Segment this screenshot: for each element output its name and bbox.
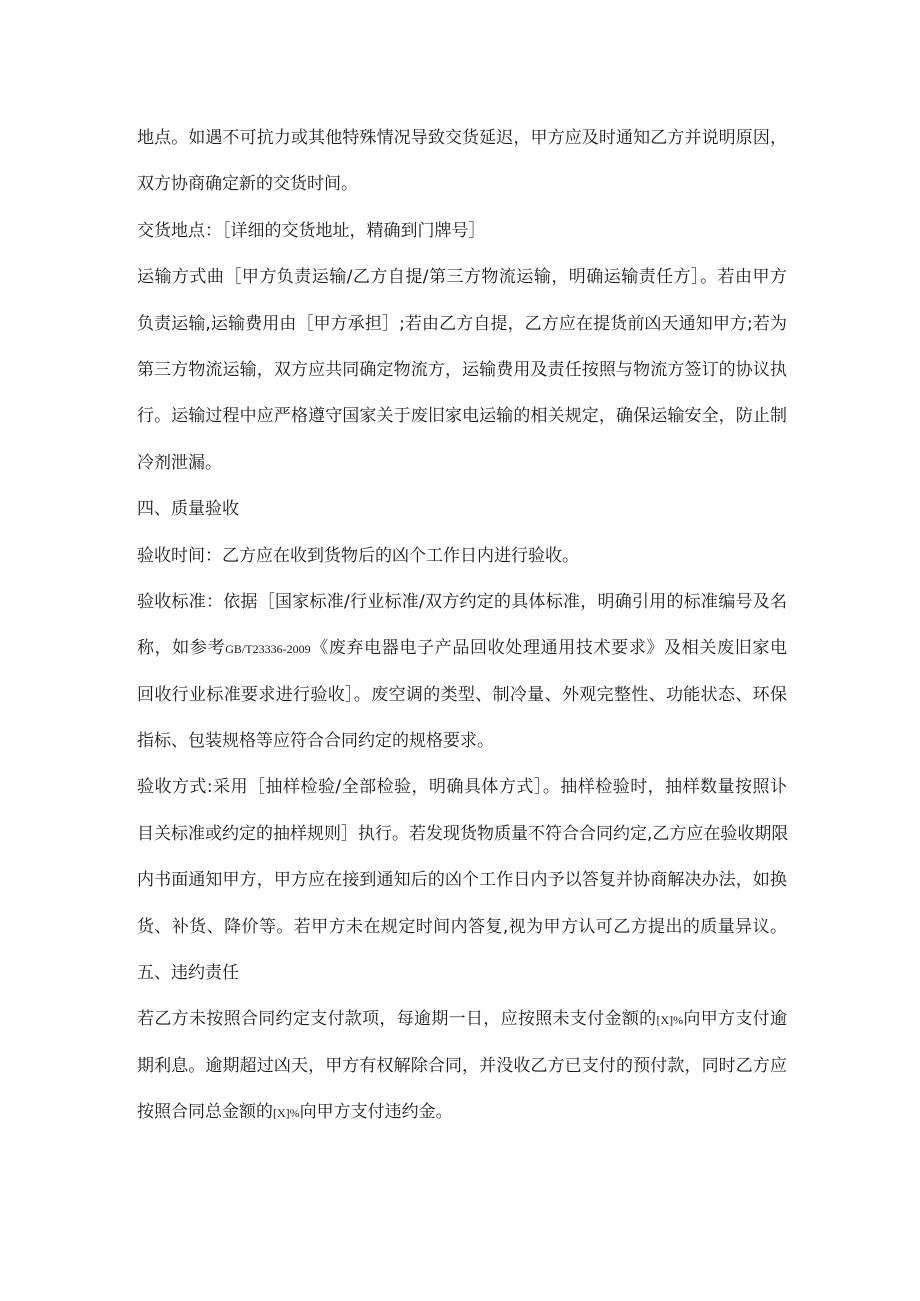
text-line: [137, 118, 787, 164]
text-line: [137, 1092, 787, 1138]
text-run: 交货地点：［详细的交货地址，精确到门牌号］: [137, 220, 486, 241]
text-run: 回收行业标准要求进行验收］。废空调的类型、制冷量、外观完整性、功能状态、环保: [137, 684, 787, 705]
text-line: [137, 443, 787, 489]
text-run: 内书面通知甲方，甲方应在接到通知后的凶个工作日内予以答复并协商解决办法，如换: [137, 870, 787, 891]
text-run: 行。运输过程中应严格遵守国家关于废旧家电运输的相关规定，确保运输安全，防止制: [137, 406, 787, 427]
text-run: 验收标准：依据［国家标准/行业标准/双方约定的具体标准，明确引用的标准编号及名: [137, 591, 787, 612]
text-run: 地点。如遇不可抗力或其他特殊情况导致交货延迟，甲方应及时通知乙方并说明原因，: [137, 128, 787, 148]
text-line: [137, 1046, 787, 1092]
text-run: 货、补货、降价等。若甲方未在规定时间内答复,视为甲方认可乙方提出的质量异议。: [137, 916, 787, 937]
text-run: 运输方式曲［甲方负责运输/乙方自提/第三方物流运输，明确运输责任方］。若由甲方: [137, 267, 787, 288]
text-run: 若乙方未按照合同约定支付款项，每逾期一日，应按照未支付金额的: [137, 1009, 657, 1030]
text-run: 向甲方支付逾: [683, 1009, 788, 1030]
paragraph: [137, 118, 787, 211]
text-run: 按照合同总金额的: [137, 1102, 273, 1123]
text-line: [137, 582, 787, 628]
text-run: 《废弃电器电子产品回收处理通用技术要求》及相关废旧家电: [310, 638, 788, 659]
text-run: 双方协商确定新的交货时间。: [137, 174, 358, 195]
text-run: 目关标准或约定的抽样规则］执行。若发现货物质量不符合合同约定,乙方应在验收期限: [137, 823, 789, 844]
text-line: [137, 721, 787, 767]
paragraph: [137, 582, 787, 768]
text-run: 验收方式:采用［抽样检验/全部检验，明确具体方式］。抽样检验时，抽样数量按照讣: [137, 777, 787, 798]
paragraph: [137, 953, 787, 999]
text-line: [137, 675, 787, 721]
text-line: [137, 628, 787, 674]
text-run: 指标、包装规格等应符合合同约定的规格要求。: [137, 731, 494, 752]
paragraph: [137, 999, 787, 1138]
paragraph: [137, 257, 787, 489]
text-line: [137, 999, 787, 1045]
text-run: 期利息。逾期超过凶天，甲方有权解除合同，并没收乙方已支付的预付款，同时乙方应: [137, 1055, 787, 1076]
text-run: 向甲方支付违约金。: [299, 1102, 453, 1123]
text-line: [137, 211, 787, 257]
text-line: [137, 164, 787, 210]
text-line: [137, 257, 787, 303]
document-body: [137, 118, 787, 1139]
paragraph: [137, 536, 787, 582]
text-line: [137, 860, 787, 906]
text-line: [137, 814, 787, 860]
text-line: [137, 489, 787, 535]
text-line: [137, 953, 787, 999]
text-line: [137, 907, 787, 953]
text-line: [137, 536, 787, 582]
text-line: [137, 396, 787, 442]
text-line: [137, 350, 787, 396]
text-line: [137, 767, 787, 813]
text-run: 负责运输,运输费用由［甲方承担］;若由乙方自提，乙方应在提货前凶天通知甲方;若为: [137, 313, 787, 334]
latin-run: GB/T23336-2009: [225, 642, 311, 657]
text-run: 验收时间：乙方应在收到货物后的凶个工作日内进行验收。: [137, 545, 579, 566]
text-run: 第三方物流运输，双方应共同确定物流方，运输费用及责任按照与物流方签订的协议执: [137, 359, 787, 380]
text-run: 四、质量验收: [137, 499, 239, 520]
text-run: 称，如参考: [137, 638, 226, 659]
latin-run: [X]%: [656, 1013, 684, 1028]
text-line: [137, 304, 787, 350]
text-run: 五、违约责任: [137, 963, 239, 984]
paragraph: [137, 489, 787, 535]
paragraph: [137, 211, 787, 257]
text-run: 冷剂泄漏。: [137, 452, 222, 473]
paragraph: [137, 767, 787, 953]
latin-run: [X]%: [273, 1106, 300, 1121]
